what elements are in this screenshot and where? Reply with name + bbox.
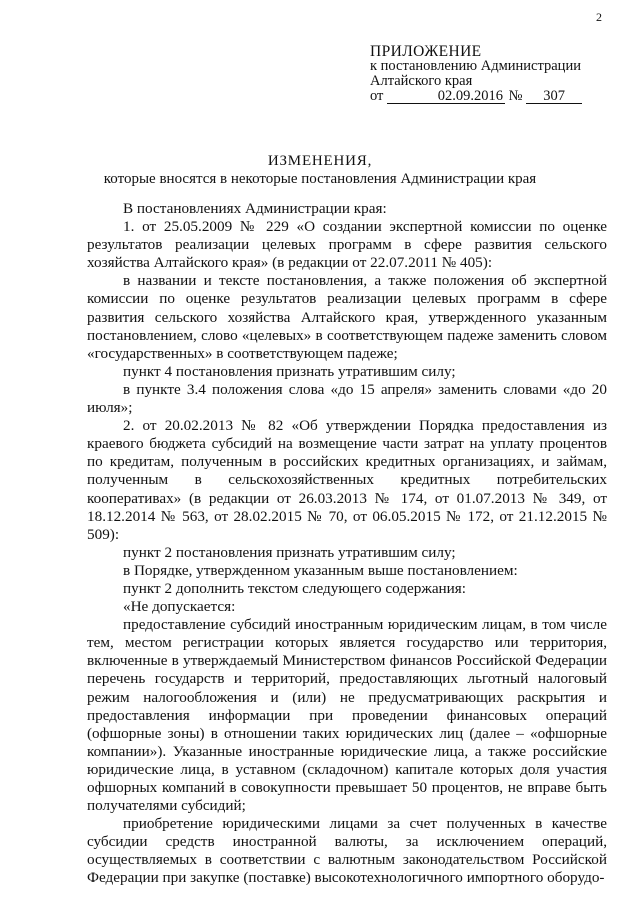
number-sign: № bbox=[508, 88, 523, 104]
paragraph: предоставление субсидий иностранным юридическим лицам, в том числе тем, местом регистрации которых является государство или территория, включенные в утверждаемый Министерством финансов Российской Федерации перечень государств и территорий, предоставляющих льготный налоговый режим налогообложения и (или) не предусматривающих раскрытия и предоставления информации при проведении финансовых операций (офшорные зоны) в отношении таких юридических лиц (далее – «офшорные компании»). Указанные иностранные юридические лица, а также российские юридические лица, в уставном (складочном) капитале которых доля участия офшорных компаний в совокупности превышает 50 процентов, не вправе быть получателями субсидий; bbox=[87, 616, 607, 815]
paragraph: в Порядке, утвержденном указанным выше постановлением: bbox=[123, 561, 518, 579]
heading-subtitle: которые вносятся в некоторые постановления Администрации края bbox=[103, 171, 537, 187]
appendix-date-line bbox=[370, 89, 630, 104]
appendix-line-2: Алтайского края bbox=[370, 73, 473, 89]
appendix-title: ПРИЛОЖЕНИЕ bbox=[370, 43, 482, 60]
appendix-line-1: к постановлению Администрации bbox=[370, 58, 581, 74]
page-number: 2 bbox=[596, 10, 602, 24]
date-prefix: от bbox=[370, 88, 384, 104]
paragraph: пункт 2 дополнить текстом следующего содержания: bbox=[123, 579, 467, 597]
paragraph: приобретение юридическими лицами за счет полученных в качестве субсидии средств иностранной валюты, за исключением операций, осуществляемых в соответствии с валютным законодательством Российской Федерации при закупке (поставке) высокотехнологичного импортного оборудо- bbox=[87, 815, 607, 887]
signature-date: 02.09.2016 bbox=[387, 89, 505, 104]
paragraph: «Не допускается: bbox=[123, 598, 236, 616]
heading-title: ИЗМЕНЕНИЯ, bbox=[267, 153, 373, 169]
paragraph: в пункте 3.4 положения слова «до 15 апреля» заменить словами «до 20 июля»; bbox=[87, 380, 607, 417]
document-heading bbox=[0, 152, 640, 188]
paragraph-intro: В постановлениях Администрации края: bbox=[123, 200, 387, 217]
paragraph-item-1: 1. от 25.05.2009 № 229 «О создании экспертной комиссии по оценке результатов реализации целевых программ в сфере развития сельского хозяйства Алтайского края» (в редакции от 22.07.2011 № 405): bbox=[87, 218, 607, 272]
paragraph-item-2: 2. от 20.02.2013 № 82 «Об утверждении Порядка предоставления из краевого бюджета субсидий на возмещение части затрат на уплату процентов по кредитам, полученным в российских кредитных организациях, и займам, полученным в сельскохозяйственных кредитных потребительских кооперативах» (в редакции от 26.03.2013 № 174, от 01.07.2013 № 349, от 18.12.2014 № 563, от 28.02.2015 № 70, от 06.05.2015 № 172, от 21.12.2015 № 509): bbox=[87, 417, 607, 543]
document-body bbox=[87, 200, 607, 888]
paragraph: пункт 4 постановления признать утратившим силу; bbox=[123, 362, 456, 380]
paragraph: в названии и тексте постановления, а также положения об экспертной комиссии по оценке результатов реализации целевых программ в сфере развития сельского хозяйства Алтайского края, утвержденного указанным постановлением, слово «целевых» в соответствующем падеже заменить словом «государственных» в соответствующем падеже; bbox=[87, 272, 607, 362]
appendix-header bbox=[370, 44, 630, 104]
paragraph: пункт 2 постановления признать утратившим силу; bbox=[123, 543, 456, 561]
document-number: 307 bbox=[526, 89, 582, 104]
